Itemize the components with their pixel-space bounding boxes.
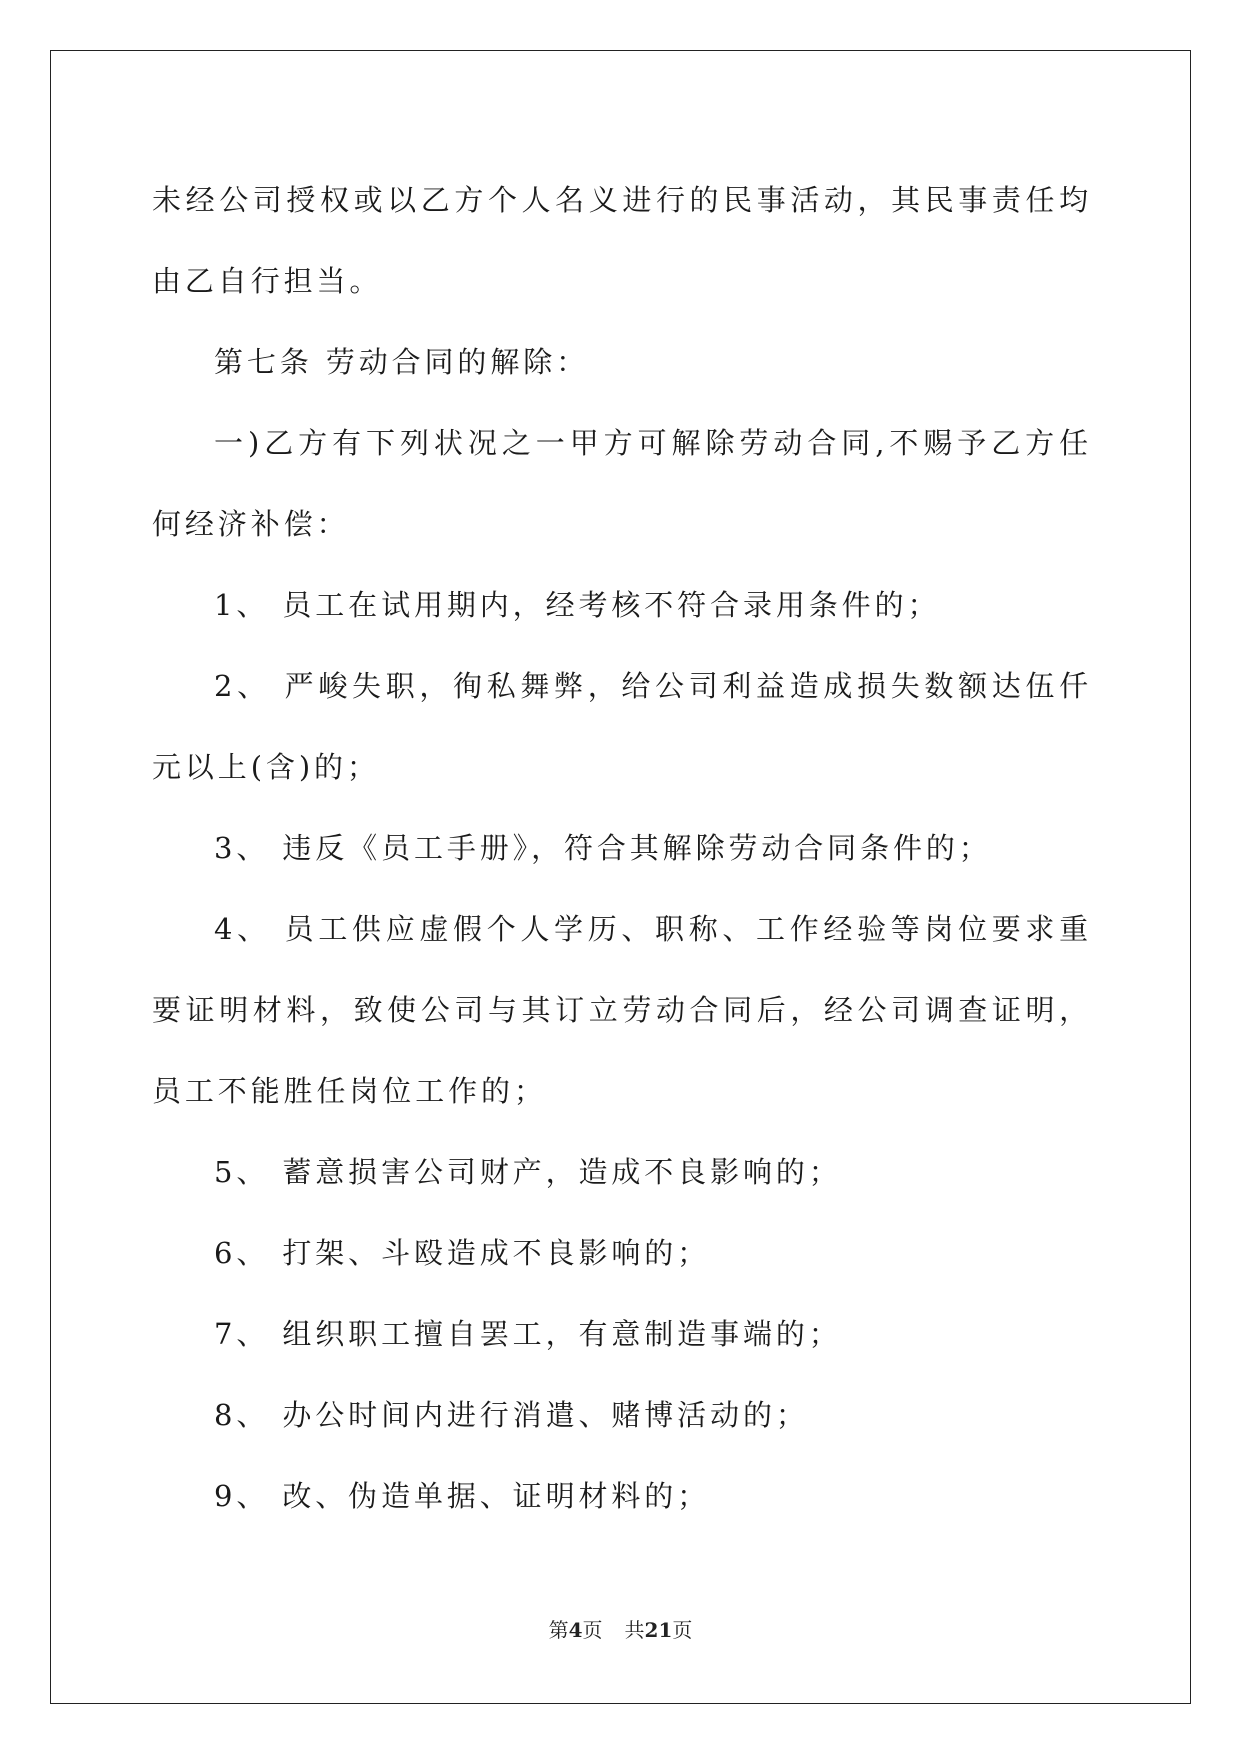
page-total: 21 [644,1618,673,1642]
document-body [152,160,1092,1537]
list-item: 6、 打架、斗殴造成不良影响的； [214,1236,711,1270]
page-number-current: 4 [568,1618,583,1642]
list-item: 1、 员工在试用期内，经考核不符合录用条件的； [214,588,941,622]
page-total-suffix: 页 [672,1618,693,1642]
list-item: 2、 严峻失职，徇私舞弊，给公司利益造成损失数额达伍仟元以上(含)的； [152,669,1092,784]
list-item: 8、 办公时间内进行消遣、赌博活动的； [214,1398,809,1432]
paragraph: 未经公司授权或以乙方个人名义进行的民事活动，其民事责任均由乙自行担当。 [152,183,1092,298]
list-item: 3、 违反《员工手册》，符合其解除劳动合同条件的； [214,831,992,865]
page-number-suffix: 页 [582,1618,603,1642]
paragraph: 一)乙方有下列状况之一甲方可解除劳动合同,不赐予乙方任何经济补偿： [152,426,1092,541]
page-number-prefix: 第 [548,1618,569,1642]
page-total-prefix: 共 [624,1618,645,1642]
article-heading: 第七条 劳动合同的解除： [214,345,590,379]
list-item: 9、 改、伪造单据、证明材料的； [214,1479,711,1513]
page-footer [0,1614,1241,1643]
list-item: 4、 员工供应虚假个人学历、职称、工作经验等岗位要求重要证明材料，致使公司与其订立劳动合同后，经公司调查证明，员工不能胜任岗位工作的； [152,912,1092,1108]
list-item: 5、 蓄意损害公司财产，造成不良影响的； [214,1155,842,1189]
list-item: 7、 组织职工擅自罢工，有意制造事端的； [214,1317,842,1351]
